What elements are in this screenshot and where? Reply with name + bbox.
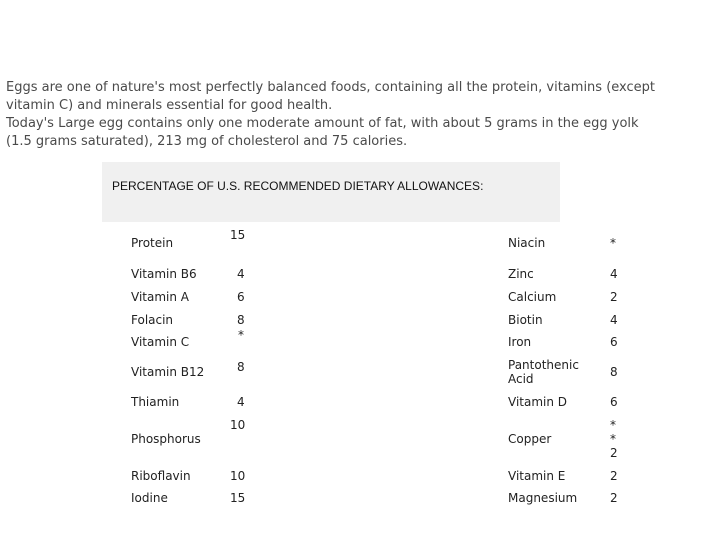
nutrient-name: Pantothenic xyxy=(508,358,579,372)
nutrient-value: 10 xyxy=(230,469,246,483)
nutrient-value: * xyxy=(238,328,244,342)
nutrient-value: 2 xyxy=(610,469,618,483)
intro-line: vitamin C) and minerals essential for good health. xyxy=(6,98,333,113)
nutrient-value: 8 xyxy=(237,313,245,327)
nutrient-value: 15 xyxy=(230,228,246,242)
nutrient-value: 4 xyxy=(610,267,618,281)
nutrient-name: Calcium xyxy=(508,290,557,304)
nutrient-name: Zinc xyxy=(508,267,534,281)
nutrient-name: Copper xyxy=(508,432,552,446)
nutrient-value: 8 xyxy=(237,360,245,374)
nutrient-value: 6 xyxy=(610,395,618,409)
nutrient-name: Folacin xyxy=(131,313,174,327)
nutrient-value: 4 xyxy=(610,313,618,327)
intro-line: Today's Large egg contains only one moderate amount of fat, with about 5 grams in the egg yolk xyxy=(6,116,639,131)
nutrient-value: 2 xyxy=(610,290,618,304)
nutrient-name: Protein xyxy=(131,236,174,250)
nutrient-name: Niacin xyxy=(508,236,546,250)
nutrient-name: Vitamin D xyxy=(508,395,568,409)
nutrient-value: 8 xyxy=(610,365,618,379)
nutrient-name: Biotin xyxy=(508,313,543,327)
intro-line: (1.5 grams saturated), 213 mg of cholesterol and 75 calories. xyxy=(6,134,408,149)
nutrient-value: 2 xyxy=(610,491,618,505)
nutrient-value: 2 xyxy=(610,446,618,460)
nutrient-name: Vitamin B6 xyxy=(131,267,197,281)
nutrient-value: 6 xyxy=(610,335,618,349)
nutrient-value: 6 xyxy=(237,290,245,304)
nutrient-value: 4 xyxy=(237,267,245,281)
nutrient-name: Vitamin B12 xyxy=(131,365,205,379)
nutrient-name: Vitamin C xyxy=(131,335,190,349)
nutrient-name: Acid xyxy=(508,372,534,386)
nutrient-name: Magnesium xyxy=(508,491,578,505)
table-heading: PERCENTAGE OF U.S. RECOMMENDED DIETARY ALLOWANCES: xyxy=(112,179,484,193)
nutrient-name: Iron xyxy=(508,335,532,349)
nutrient-value: * xyxy=(610,418,616,432)
nutrient-value: * xyxy=(610,432,616,446)
nutrient-name: Iodine xyxy=(131,491,168,505)
nutrient-name: Vitamin E xyxy=(508,469,566,483)
intro-paragraph xyxy=(6,79,718,151)
nutrient-value: 4 xyxy=(237,395,245,409)
nutrient-value: * xyxy=(610,236,616,250)
table-heading-box xyxy=(102,162,560,222)
nutrient-name: Riboflavin xyxy=(131,469,191,483)
nutrient-name: Thiamin xyxy=(131,395,180,409)
nutrient-value: 10 xyxy=(230,418,246,432)
nutrient-name: Vitamin A xyxy=(131,290,189,304)
intro-line: Eggs are one of nature's most perfectly balanced foods, containing all the protein, vitamins (except xyxy=(6,80,655,95)
nutrient-value: 15 xyxy=(230,491,246,505)
nutrient-name: Phosphorus xyxy=(131,432,201,446)
